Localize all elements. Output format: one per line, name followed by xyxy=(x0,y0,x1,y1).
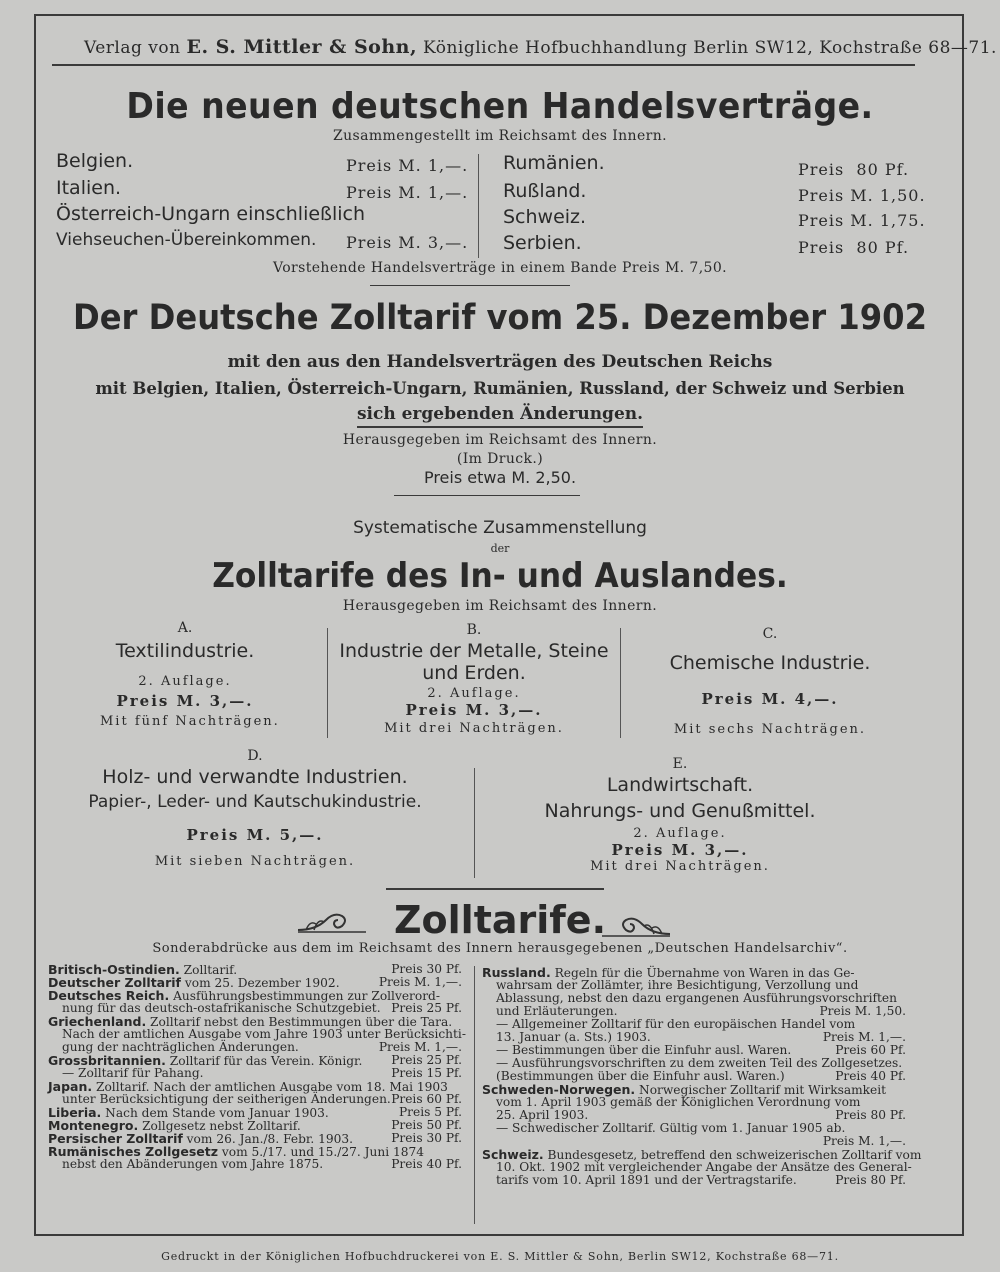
tariff-entry-country: Russland. xyxy=(482,965,551,980)
section2-line3: sich ergebenden Änderungen. xyxy=(357,404,643,428)
tariff-entry-text: — Ausführungsvorschriften zu dem zweiten Teil des Zollgesetzes. xyxy=(496,1056,903,1070)
tariff-entry-text: 13. Januar (a. Sts.) 1903. xyxy=(496,1030,651,1044)
group-b-name1: Industrie der Metalle, Steine xyxy=(339,640,609,662)
tariff-entry-text: Norwegischer Zolltarif mit Wirksamkeit xyxy=(635,1083,887,1097)
group-c-price: Preis M. 4,—. xyxy=(701,690,839,708)
section2-title: Der Deutsche Zolltarif vom 25. Dezember 1902 xyxy=(72,298,927,338)
tariff-entry-text: tarifs vom 10. April 1891 und der Vertragstarife. xyxy=(496,1173,797,1187)
tariff-entry-text: — Schwedischer Zolltarif. Gültig vom 1. Januar 1905 ab. xyxy=(496,1121,846,1135)
tariff-entry xyxy=(482,1134,496,1148)
tariff-entry-text: vom 1. April 1903 gemäß der Königlichen Verordnung vom xyxy=(496,1095,861,1109)
tariff-entry-price: Preis 30 Pf. xyxy=(391,962,462,976)
tariff-entry xyxy=(482,1095,860,1109)
tariff-entry-price: Preis 40 Pf. xyxy=(391,1157,462,1171)
publisher-prefix: Verlag von xyxy=(84,38,181,58)
group-b xyxy=(334,622,614,736)
tariff-entry-price: Preis 25 Pf. xyxy=(391,1053,462,1067)
group-d-letter: D. xyxy=(247,748,263,764)
section2-line1: mit den aus den Handelsverträgen des Deutschen Reichs xyxy=(227,352,773,372)
tariff-entry-text: vom 25. Dezember 1902. xyxy=(181,976,340,990)
group-d xyxy=(70,748,440,869)
tariff-entry xyxy=(48,1066,204,1080)
tariff-row xyxy=(482,1135,906,1148)
country-russland: Rußland. xyxy=(503,180,587,202)
group-d-name1: Holz- und verwandte Industrien. xyxy=(102,766,408,788)
price-russland: Preis M. 1,50. xyxy=(798,186,926,205)
section3-pre: Systematische Zusammenstellung xyxy=(353,518,647,538)
group-a-price: Preis M. 3,—. xyxy=(116,692,254,710)
group-e-price: Preis M. 3,—. xyxy=(611,841,749,859)
tariff-entry-country: Persischer Zolltarif xyxy=(48,1131,183,1146)
tariff-entry-text: 25. April 1903. xyxy=(496,1108,589,1122)
section1-rule xyxy=(370,285,570,286)
price-belgien: Preis M. 1,—. xyxy=(346,156,469,175)
tariff-entry-text: Bundesgesetz, betreffend den schweizerischen Zolltarif vom xyxy=(543,1148,922,1162)
group-c-name: Chemische Industrie. xyxy=(669,652,871,674)
tariff-entry-text: Zolltarif für das Verein. Königr. xyxy=(165,1054,363,1068)
tariff-entry-text: Nach dem Stande vom Januar 1903. xyxy=(101,1106,329,1120)
tariff-entry xyxy=(48,1040,299,1054)
tariff-entry-country: Grossbritannien. xyxy=(48,1053,166,1068)
group-b-supplements: Mit drei Nachträgen. xyxy=(384,721,564,736)
publisher-name: E. S. Mittler & Sohn, xyxy=(186,36,418,58)
tariff-entry-country: Liberia. xyxy=(48,1105,102,1120)
tariff-entry xyxy=(482,1173,797,1187)
group-a xyxy=(100,620,280,729)
section3-der: der xyxy=(490,542,510,555)
section2-line2: mit Belgien, Italien, Österreich-Ungarn, Rumänien, Russland, der Schweiz und Serbien xyxy=(95,379,905,398)
tariff-entry-price: Preis 80 Pf. xyxy=(835,1108,906,1122)
tariff-entry-text: Zolltarif nebst den Bestimmungen über die Tara. xyxy=(146,1015,453,1029)
price-rumaenien: Preis 80 Pf. xyxy=(798,160,910,179)
tariff-entry-text: Ausführungsbestimmungen zur Zollverord- xyxy=(169,989,440,1003)
tariff-entry-price: Preis 80 Pf. xyxy=(835,1173,906,1187)
group-e-edition: 2. Auflage. xyxy=(633,826,727,841)
country-italien: Italien. xyxy=(56,177,122,199)
section2-status: (Im Druck.) xyxy=(456,451,544,467)
group-b-letter: B. xyxy=(466,622,482,638)
ornament-right-icon xyxy=(592,910,672,944)
tariff-entry xyxy=(482,1108,588,1122)
tariff-entry-price: Preis M. 1,—. xyxy=(822,1134,906,1148)
tariff-entry-country: Deutscher Zolltarif xyxy=(48,975,181,990)
group-e xyxy=(530,756,830,874)
tariff-left-column xyxy=(48,962,466,1171)
group-d-price: Preis M. 5,—. xyxy=(186,826,324,844)
section4-title: Zolltarife. xyxy=(393,898,607,942)
group-a-supplements: Mit fünf Nachträgen. xyxy=(100,714,280,729)
tariff-entry-text: vom 26. Jan./8. Febr. 1903. xyxy=(182,1132,353,1146)
tariff-entry-price: Preis M. 1,—. xyxy=(378,1040,462,1054)
country-oesterreich: Österreich-Ungarn einschließlich xyxy=(56,203,366,225)
tariff-entry xyxy=(48,1001,381,1015)
country-belgien: Belgien. xyxy=(56,150,134,172)
tariff-entry xyxy=(482,1069,785,1083)
tariff-entry-text: nung für das deutsch-ostafrikanische Schutzgebiet. xyxy=(62,1001,381,1015)
tariff-entry xyxy=(482,1004,617,1018)
group-e-letter: E. xyxy=(672,756,688,772)
header-rule xyxy=(52,64,915,66)
tariff-entry-country: Montenegro. xyxy=(48,1118,139,1133)
section1-subtitle: Zusammengestellt im Reichsamt des Innern. xyxy=(332,128,668,144)
tariff-entry-country: Britisch-Ostindien. xyxy=(48,962,180,977)
group-b-name2: und Erden. xyxy=(422,662,526,684)
tariff-entry-text: Regeln für die Übernahme von Waren in das Ge- xyxy=(550,966,855,980)
tariff-entry xyxy=(482,1017,855,1031)
group-a-name: Textilindustrie. xyxy=(115,640,255,662)
tariff-entry xyxy=(48,1027,466,1041)
tariff-entry-price: Preis M. 1,—. xyxy=(822,1030,906,1044)
tariff-entry-text: unter Berücksichtigung der seitherigen Änderungen. xyxy=(62,1092,391,1106)
tariff-row xyxy=(48,1158,462,1171)
section3-divider-bc xyxy=(620,628,621,738)
tariff-entry-country: Deutsches Reich. xyxy=(48,988,170,1003)
tariff-entry-country: Schweiz. xyxy=(482,1147,544,1162)
group-b-edition: 2. Auflage. xyxy=(427,686,521,701)
group-a-letter: A. xyxy=(177,620,193,636)
tariff-entry xyxy=(482,1160,912,1174)
tariff-entry xyxy=(482,1056,902,1070)
section3-editor: Herausgegeben im Reichsamt des Innern. xyxy=(342,598,658,614)
tariff-entry xyxy=(48,1092,391,1106)
tariff-entry-country: Rumänisches Zollgesetz xyxy=(48,1144,219,1159)
tariff-entry-text: 10. Okt. 1902 mit vergleichender Angabe der Ansätze des General- xyxy=(496,1160,912,1174)
group-c xyxy=(660,626,880,737)
tariff-entry-price: Preis M. 1,50. xyxy=(819,1004,906,1018)
tariff-entry-text: Nach der amtlichen Ausgabe vom Jahre 1903 unter Berücksichti- xyxy=(62,1027,466,1041)
tariff-entry-text: Zollgesetz nebst Zolltarif. xyxy=(138,1119,301,1133)
tariff-entry-text: (Bestimmungen über die Einfuhr ausl. Waren.) xyxy=(496,1069,785,1083)
tariff-entry xyxy=(48,1157,323,1171)
group-e-name1: Landwirtschaft. xyxy=(606,774,754,796)
tariff-row xyxy=(482,1174,906,1187)
group-e-supplements: Mit drei Nachträgen. xyxy=(590,859,770,874)
tariff-entry-country: Schweden-Norwegen. xyxy=(482,1082,636,1097)
tariff-entry xyxy=(482,978,858,992)
price-italien: Preis M. 1,—. xyxy=(346,183,469,202)
section3-divider-ab xyxy=(327,628,328,738)
group-c-supplements: Mit sechs Nachträgen. xyxy=(673,722,867,737)
section4-subtitle: Sonderabdrücke aus dem im Reichsamt des Innern herausgegebenen „Deutschen Handelsarchiv“. xyxy=(152,941,848,956)
section3-rule xyxy=(386,888,604,890)
tariff-entry-price: Preis 25 Pf. xyxy=(391,1001,462,1015)
tariff-entry-text: — Allgemeiner Zolltarif für den europäischen Handel vom xyxy=(496,1017,856,1031)
tariff-entry-text: Zolltarif. xyxy=(179,963,238,977)
group-e-name2: Nahrungs- und Genußmittel. xyxy=(544,800,816,822)
tariff-entry-price: Preis M. 1,—. xyxy=(378,975,462,989)
tariff-entry-text: wahrsam der Zollämter, ihre Besichtigung, Verzollung und xyxy=(496,978,859,992)
tariff-entry xyxy=(482,1030,651,1044)
tariff-entry-price: Preis 5 Pf. xyxy=(398,1105,462,1119)
section1-title: Die neuen deutschen Handelsverträge. xyxy=(126,86,874,127)
tariff-entry-text: — Zolltarif für Pahang. xyxy=(62,1066,204,1080)
tariff-row xyxy=(48,1067,462,1080)
section1-column-divider xyxy=(478,154,479,258)
tariff-entry-text: nebst den Abänderungen vom Jahre 1875. xyxy=(62,1157,324,1171)
price-oesterreich: Preis M. 3,—. xyxy=(346,233,469,252)
tariff-entry-text: Zolltarif. Nach der amtlichen Ausgabe vom 18. Mai 1903 xyxy=(92,1080,448,1094)
tariff-entry-country: Japan. xyxy=(48,1079,93,1094)
tariff-entry xyxy=(482,991,897,1005)
tariff-entry xyxy=(482,1043,791,1057)
group-c-letter: C. xyxy=(762,626,778,642)
tariff-entry-price: Preis 15 Pf. xyxy=(391,1066,462,1080)
price-schweiz: Preis M. 1,75. xyxy=(798,211,926,230)
country-oesterreich-2: Viehseuchen-Übereinkommen. xyxy=(56,230,317,250)
tariff-entry-text: vom 5./17. und 15./27. Juni 1874 xyxy=(218,1145,425,1159)
tariff-entry xyxy=(482,1121,845,1135)
group-d-name2: Papier-, Leder- und Kautschukindustrie. xyxy=(88,792,422,812)
group-b-price: Preis M. 3,—. xyxy=(405,701,543,719)
price-serbien: Preis 80 Pf. xyxy=(798,238,910,257)
tariff-entry-price: Preis 30 Pf. xyxy=(391,1131,462,1145)
tariff-entry-price: Preis 60 Pf. xyxy=(391,1092,462,1106)
tariff-entry-text: und Erläuterungen. xyxy=(496,1004,618,1018)
tariff-entry-text: — Bestimmungen über die Einfuhr ausl. Waren. xyxy=(496,1043,792,1057)
country-rumaenien: Rumänien. xyxy=(503,152,605,174)
tariff-entry-price: Preis 40 Pf. xyxy=(835,1069,906,1083)
tariff-entry-price: Preis 50 Pf. xyxy=(391,1118,462,1132)
tariff-entry-text: gung der nachträglichen Änderungen. xyxy=(62,1040,299,1054)
tariff-entry-price: Preis 60 Pf. xyxy=(835,1043,906,1057)
section2-price: Preis etwa M. 2,50. xyxy=(423,468,577,487)
section2-editor: Herausgegeben im Reichsamt des Innern. xyxy=(342,432,658,448)
footer-imprint: Gedruckt in der Königlichen Hofbuchdruckerei von E. S. Mittler & Sohn, Berlin SW12, Kochstraße 68—71. xyxy=(161,1250,839,1263)
country-serbien: Serbien. xyxy=(503,232,582,254)
tariff-entry-text: Ablassung, nebst den dazu ergangenen Ausführungsvorschriften xyxy=(496,991,897,1005)
group-d-supplements: Mit sieben Nachträgen. xyxy=(154,854,356,869)
section3-title: Zolltarife des In- und Auslandes. xyxy=(212,556,788,596)
publisher-line xyxy=(84,36,997,58)
tariff-right-column xyxy=(482,965,922,1187)
country-schweiz: Schweiz. xyxy=(503,206,587,228)
publisher-address: Königliche Hofbuchhandlung Berlin SW12, Kochstraße 68—71. xyxy=(423,38,997,58)
tariff-entry-country: Griechenland. xyxy=(48,1014,147,1029)
section1-note: Vorstehende Handelsverträge in einem Bande Preis M. 7,50. xyxy=(272,260,728,276)
section2-rule xyxy=(394,495,580,496)
tariff-column-divider xyxy=(474,966,475,1224)
group-a-edition: 2. Auflage. xyxy=(138,674,232,689)
section3-divider-de xyxy=(474,768,475,878)
